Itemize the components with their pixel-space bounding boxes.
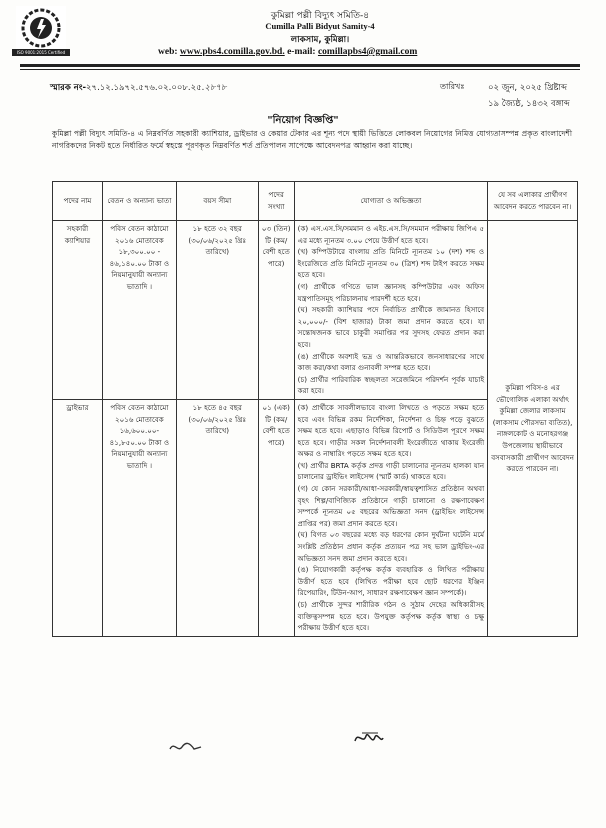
- header-age: বয়স সীমা: [176, 182, 258, 221]
- notice-title: "নিয়োগ বিজ্ঞপ্তি": [267, 115, 339, 126]
- age-cell: ১৮ হতে ৩২ বছর (৩০/০৬/২০২৫ খ্রিঃ তারিখে): [176, 221, 258, 400]
- pbs-logo-icon: [16, 6, 66, 50]
- qualification-cell: [294, 221, 487, 400]
- qualification-item: (ক) প্রার্থীকে সাবলীলভাবে বাংলা লিখতে ও পড়তে সক্ষম হতে হবে এবং বিভিন্ন রকম নির্দেশিকা, নির্দেশনা ও চিহ্ন পড়ে বুঝতে সক্ষম হতে হবে। এছাড়াও বিভিন্ন রিপোর্ট ও সিডিউল পূরণে সক্ষম হতে হবে। গাড়ীর সকল নির্দেশনাবলী ইংরেজীতে থাকায় ইংরেজী অক্ষর ও নাম্বারিং পড়তে সক্ষম হতে হবে।: [297, 402, 485, 459]
- qualification-item: (ঙ) নিয়োগকারী কর্তৃপক্ষ কর্তৃক ব্যবহারিক ও লিখিত পরীক্ষায় উত্তীর্ণ হতে হবে (লিখিত পরীক্ষা হবে ছোট ধরণের ইঞ্জিন রিপেয়ারিং, টিউন-আপ, সাধারণ রক্ষণাবেক্ষণ জ্ঞান সম্পর্কে)।: [297, 565, 485, 598]
- salary-cell: পবিস বেতন কাঠামো ২০১৬ মোতাবেক ১৬,৬০০.০০- ৪১,৮৫০.০০ টাকা ও নিয়মানুযায়ী অন্যান্য ভাতাদি ।: [102, 399, 176, 636]
- date-gregorian: ০২ জুন, ২০২৫ খ্রিষ্টাব্দ: [488, 83, 567, 93]
- memo-reference: [50, 81, 226, 95]
- count-cell: ০১ (এক) টি (কম/বেশী হতে পারে): [258, 399, 294, 636]
- qualification-item: (চ) প্রার্থীর পারিবারিক স্বচ্ছলতা সরেজমিনে পরিদর্শন পূর্বক যাচাই করা হবে।: [297, 374, 485, 396]
- officer-signature: [352, 727, 386, 749]
- qualification-item: (গ) যে কোন সরকারী/আধা-সরকারী/স্বায়ত্বশাসিত প্রতিষ্ঠান অথবা বৃহৎ শিল্প/বাণিজ্যিক প্রতিষ্ঠানে গাড়ী চালানো ও রক্ষণাবেক্ষণ সম্পর্কে ন্যূনতম ০৫ বছরের অভিজ্ঞতা সনদ (ড্রাইভিং লাইসেন্স প্রাপ্তির পর) জমা প্রদান করতে হবে।: [297, 484, 485, 528]
- email-link[interactable]: comillapbs4@gmail.com: [317, 47, 418, 57]
- header-rule-thick: [20, 64, 580, 67]
- qualification-item: (ক) এস.এস.সি/সমমান ও এইচ.এস.সি/সমমান পরীক্ষায় জিপিএ ৫ এর মধ্যে ন্যূনতম ৩.০০ পেয়ে উত্তীর্ণ হতে হবে।: [297, 224, 485, 245]
- age-cell: ১৮ হতে ৪৫ বছর (৩০/০৬/২০২৫ খ্রিঃ তারিখে): [176, 399, 258, 636]
- qualification-item: (চ) প্রার্থীকে সুন্দর শারীরিক গঠন ও সুঠাম দেহের অধিকারীসহ ব্যক্তিত্বসম্পন্ন হতে হবে। উপযুক্ত কর্তৃপক্ষ কর্তৃক স্বাস্থ্য ও চক্ষু পরীক্ষায় উত্তীর্ণ হতে হবে।: [297, 600, 485, 633]
- qualification-item: (গ) প্রার্থীকে গণিতে ভাল জ্ঞানসহ কম্পিউটার এবং অফিস যন্ত্রপাতিসমূহ পরিচালনায় পারদর্শী হতে হবে।: [297, 281, 485, 303]
- post-name: ড্রাইভার: [53, 399, 103, 636]
- qualification-item: (ঘ) সহকারী ক্যাশিয়ার পদে নির্বাচিত প্রার্থীকে জামানত হিসাবে ২০,০০০/- (বিশ হাজার) টাকা জমা প্রদান করতে হবে। যা সন্তোষজনক ভাবে চাকুরী সমাপ্তির পর সুদসহ ফেরত প্রদান করা হবে।: [297, 305, 485, 349]
- email-label: e-mail:: [287, 47, 316, 57]
- table-header-row: [53, 182, 578, 221]
- date-bangla: ১৯ জ্যৈষ্ঠ, ১৪৩২ বঙ্গাব্দ: [488, 99, 570, 109]
- iso-certified-caption: ISO 9001:2015 Certified: [12, 49, 70, 56]
- header-post: পদের নাম: [53, 182, 103, 221]
- header-excluded-area: যে সব এলাকার প্রার্থীগণ আবেদন করতে পারবেন না।: [488, 182, 578, 221]
- count-cell: ০৩ (তিন) টি (কম/বেশী হতে পারে): [258, 221, 294, 400]
- ref-handwritten-number: ২৮৭৮: [204, 83, 227, 93]
- header-salary: বেতন ও অন্যান্য ভাতা: [102, 182, 176, 221]
- header-qualification: যোগ্যতা ও অভিজ্ঞতা: [294, 182, 487, 221]
- table-row: [53, 221, 578, 400]
- qualification-cell: [294, 399, 487, 636]
- ref-label: স্মারক নং-: [50, 83, 87, 93]
- qualification-item: (খ) প্রার্থীর BRTA কর্তৃক প্রদত্ত গাড়ী চালানোর ন্যূনতম হালকা যান চালানোর ড্রাইভিং লাইসেন্স (স্মার্ট কার্ড) থাকতে হবে।: [297, 460, 485, 482]
- qualification-item: (খ) কম্পিউটারে বাংলায় প্রতি মিনিটে ন্যূনতম ১০ (দশ) শব্দ ও ইংরেজিতে প্রতি মিনিটে ন্যূনতম ৩০ (ত্রিশ) শব্দ টাইপ করতে সক্ষম হতে হবে।: [297, 247, 485, 280]
- date-label: তারিখঃ: [440, 82, 465, 91]
- excluded-area-cell: কুমিল্লা পবিস-৪ এর ভৌগোলিক এলাকা অর্থাৎ কুমিল্লা জেলার লাকসাম (লাকসাম পৌরসভা ব্যতিত), নাঙ্গলকোট ও মনোহরগঞ্জ উপজেলায় স্থায়ীভাবে বসবাসকারী প্রার্থীগণ আবেদন করতে পারবেন না।: [488, 221, 578, 637]
- org-name-en: Cumilla Palli Bidyut Samity-4: [265, 21, 375, 31]
- initial-signature: [168, 739, 204, 755]
- header-rule-thin: [20, 69, 580, 70]
- intro-paragraph: কুমিল্লা পল্লী বিদ্যুৎ সমিতি-৪ এ নিম্নবর্ণিত সহকারী ক্যাশিয়ার, ড্রাইভার ও কেয়ার টেকার এর শূন্য পদে স্থায়ী ভিত্তিতে লোকবল নিয়োগের নিমিত্ত যোগ্যতাসম্পন্ন প্রকৃত বাংলাদেশী নাগরিকদের নিকট হতে নির্ধারিত ফর্মে স্বহস্তে পূরণকৃত নিম্নবর্ণিত শর্ত প্রতিপালন সাপেক্ষে আবেদনপত্র আহ্বান করা যাচ্ছে।: [52, 129, 572, 150]
- org-name-bn: কুমিল্লা পল্লী বিদ্যুৎ সমিতি-৪: [270, 11, 370, 21]
- org-address: লাকসাম, কুমিল্লা।: [290, 35, 350, 45]
- header-count: পদের সংখ্যা: [258, 182, 294, 221]
- salary-cell: পবিস বেতন কাঠামো ২০১৬ মোতাবেক ১৮,৩০০.০০ - ৪৬,১৪০.০০ টাকা ও নিয়মানুযায়ী অন্যান্য ভাতাদি ।: [102, 221, 176, 400]
- vacancy-table: [52, 181, 578, 637]
- qualification-item: (ঙ) প্রার্থীকে অবশ্যই ভদ্র ও আন্তরিকভাবে জনসাধারণের সাথে কাজ করা/কথা বলার গুনাবলী সম্পন্ন হতে হবে।: [297, 351, 485, 373]
- contact-line: [158, 47, 417, 57]
- website-link[interactable]: www.pbs4.comilla.gov.bd.: [179, 47, 285, 57]
- web-label: web:: [158, 47, 178, 57]
- post-name: সহকারী ক্যাশিয়ার: [53, 221, 103, 400]
- ref-number: ২৭.১২.১৯৭২.৫৭৬.০২.০০৮.২৫.: [86, 83, 205, 93]
- qualification-item: (ঘ) বিগত ০৩ বছরের মধ্যে বড় ধরণের কোন দুর্ঘটনা ঘটেনি মর্মে সংশ্লিষ্ট প্রতিষ্ঠান প্রধান কর্তৃক প্রত্যয়ন পত্র সহ ভাল ড্রাইভিং-এর অভিজ্ঞতা সনদ জমা প্রদান করতে হবে।: [297, 530, 485, 563]
